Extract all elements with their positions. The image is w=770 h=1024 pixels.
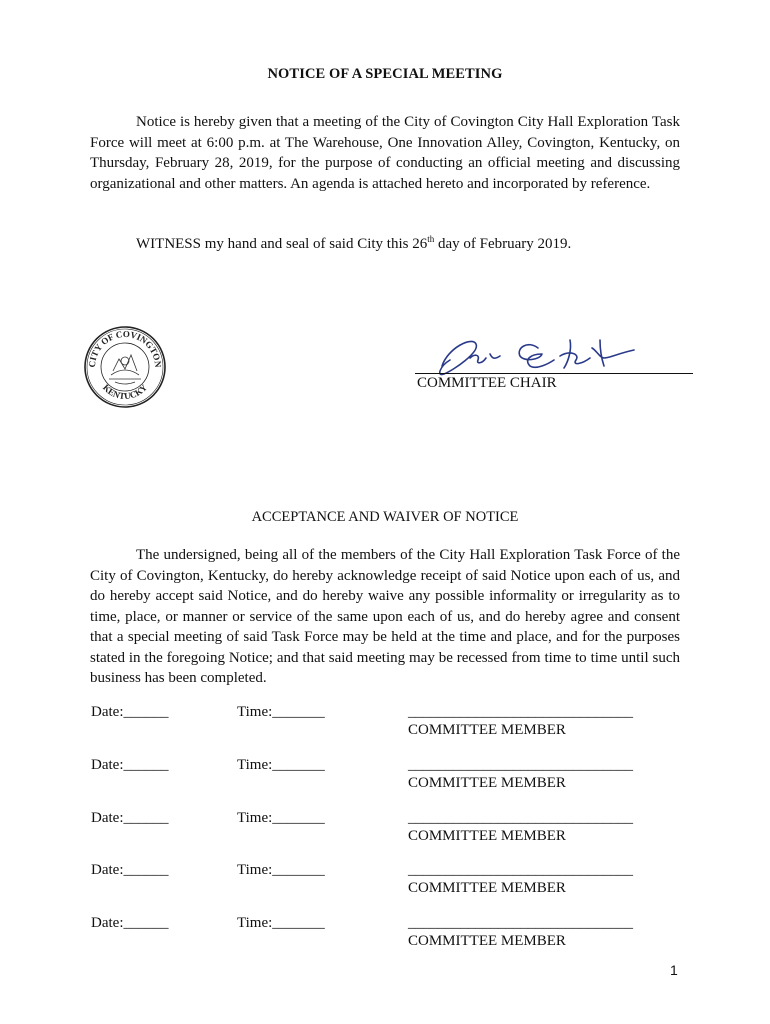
chair-signature-line xyxy=(415,373,693,374)
date-field[interactable]: Date:______ xyxy=(91,862,169,878)
witness-superscript: th xyxy=(427,234,435,244)
notice-title: NOTICE OF A SPECIAL MEETING xyxy=(267,66,503,82)
signature-row xyxy=(0,915,770,955)
waiver-paragraph xyxy=(90,545,680,689)
date-field[interactable]: Date:______ xyxy=(91,704,169,720)
city-seal-icon xyxy=(83,325,167,409)
waiver-title: ACCEPTANCE AND WAIVER OF NOTICE xyxy=(251,509,519,525)
member-signature-line[interactable]: ______________________________ xyxy=(408,862,633,878)
signature-row xyxy=(0,704,770,744)
signature-row xyxy=(0,757,770,797)
committee-member-label: COMMITTEE MEMBER xyxy=(408,775,566,791)
notice-paragraph xyxy=(90,112,680,194)
time-field[interactable]: Time:_______ xyxy=(237,704,325,720)
notice-body: Notice is hereby given that a meeting of the City of Covington City Hall Exploration Task Force will meet at 6:00 p.m. at The Warehouse, One Innovation Alley, Covington, Kentucky, on Thursday, February 28, 2019, for the purpose of conducting an official meeting and discussing organizational and other matters. An agenda is attached hereto and incorporated by reference. xyxy=(90,114,680,192)
svg-text:KENTUCKY xyxy=(101,382,149,401)
time-field[interactable]: Time:_______ xyxy=(237,810,325,826)
seal-bottom-text: KENTUCKY xyxy=(100,382,150,402)
witness-text-after: day of February 2019. xyxy=(434,236,572,252)
date-field[interactable]: Date:______ xyxy=(91,810,169,826)
member-signature-line[interactable]: ______________________________ xyxy=(408,915,633,931)
committee-member-label: COMMITTEE MEMBER xyxy=(408,722,566,738)
signature-row xyxy=(0,810,770,850)
member-signature-line[interactable]: ______________________________ xyxy=(408,704,633,720)
time-field[interactable]: Time:_______ xyxy=(237,757,325,773)
committee-member-label: COMMITTEE MEMBER xyxy=(408,933,566,949)
committee-member-label: COMMITTEE MEMBER xyxy=(408,880,566,896)
waiver-body: The undersigned, being all of the members of the City Hall Exploration Task Force of the City of Covington, Kentucky, do hereby acknowledge receipt of said Notice upon each of us, and do hereby accept said Notice, and do hereby waive any possible informality or irregularity as to time, place, or manner or service of the same upon each of us, and do hereby agree and consent that a special meeting of said Task Force may be held at the time and place, and for the purposes stated in the foregoing Notice; and that said meeting may be recessed from time to time until such business has been completed. xyxy=(90,547,680,686)
committee-member-label: COMMITTEE MEMBER xyxy=(408,828,566,844)
witness-text-before: WITNESS my hand and seal of said City this 26 xyxy=(136,236,428,252)
member-signature-line[interactable]: ______________________________ xyxy=(408,757,633,773)
time-field[interactable]: Time:_______ xyxy=(237,915,325,931)
date-field[interactable]: Date:______ xyxy=(91,915,169,931)
member-signature-line[interactable]: ______________________________ xyxy=(408,810,633,826)
signature-row xyxy=(0,862,770,902)
page-number: 1 xyxy=(670,962,678,978)
time-field[interactable]: Time:_______ xyxy=(237,862,325,878)
date-field[interactable]: Date:______ xyxy=(91,757,169,773)
committee-chair-label: COMMITTEE CHAIR xyxy=(417,375,557,391)
witness-statement xyxy=(136,236,696,253)
svg-text:CITY OF COVINGTON xyxy=(87,329,163,368)
seal-top-text: CITY OF COVINGTON xyxy=(86,328,164,368)
